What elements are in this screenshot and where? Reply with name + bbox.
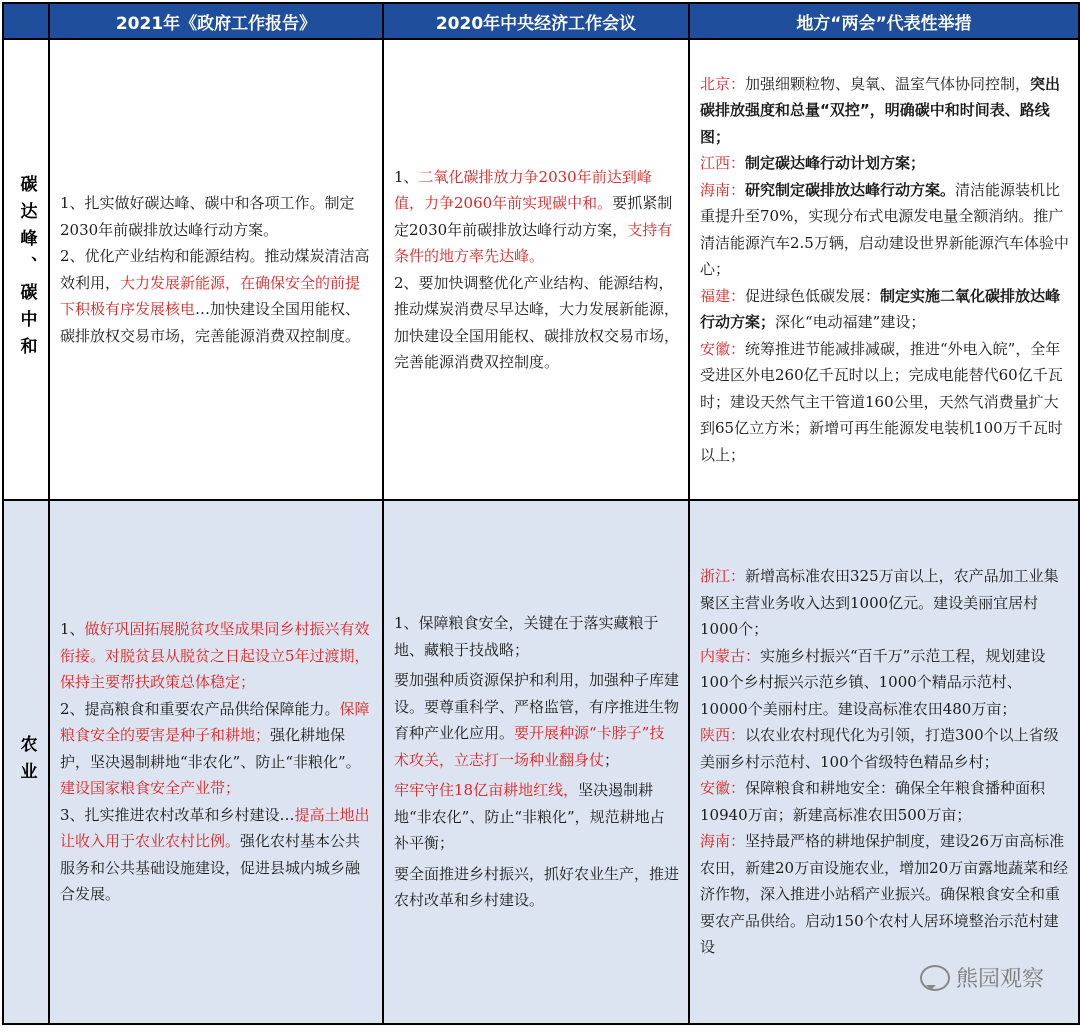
text-run: 陕西：: [700, 726, 746, 745]
paragraph: [700, 563, 1069, 643]
header-col2: 2020年中央经济工作会议: [383, 3, 689, 39]
text-run: 研究制定碳排放达峰行动方案。: [745, 180, 956, 199]
text-run: 实施乡村振兴“百千万”示范工程，规划建设100个乡村振兴示范乡镇、1000个精品示范村、10000个美丽村庄。建设高标准农田480万亩；: [700, 646, 1046, 718]
text-run: 深化“电动福建”建设；: [775, 313, 926, 332]
text-run: 北京：: [700, 74, 746, 93]
cell-agri-local: [689, 500, 1079, 1024]
table-row: [3, 39, 1079, 500]
paragraph: [700, 150, 1069, 177]
text-run: 保障粮食安全的要害是种子和耕地；: [60, 699, 370, 745]
text-run: 提高土地出让收入用于农业农村比例。: [60, 805, 370, 851]
header-row: [3, 3, 1079, 39]
paragraph: [700, 775, 1069, 828]
text-run: 坚持最严格的耕地保护制度，建设26万亩高标准农田，新建20万亩设施农业，增加20万亩露地蔬菜和经济作物，深入推进小站稻产业振兴。确保粮食安全和重要农产品供给。启动150个农村人居环境整治示范村建设: [700, 832, 1069, 957]
text-run: 安徽：: [700, 779, 746, 798]
paragraph: [60, 802, 373, 908]
text-run: 建设国家粮食安全产业带；: [60, 779, 241, 798]
text-run: 2、优化产业结构和能源结构。推动煤炭清洁高效利用，: [60, 247, 370, 292]
text-run: 保障粮食和耕地安全：确保全年粮食播种面积10940万亩；新建高标准农田500万亩；: [700, 779, 1046, 824]
paragraph: [394, 270, 679, 376]
text-run: 牢牢守住18亿亩耕地红线，: [394, 781, 579, 800]
text-run: ；: [604, 750, 620, 769]
text-run: 要加强种质资源保护和利用，加强种子库建设。要尊重科学、严格监管，有序推进生物育种产业化应用。: [394, 671, 680, 743]
text-run: 安徽：: [700, 339, 746, 358]
cell-carbon-gov-report: [49, 39, 383, 500]
row-label-text: 碳达峰、碳中和: [16, 175, 37, 364]
text-run: 坚决遏制耕地“非农化”、防止“非粮化”，规范耕地占补平衡；: [394, 781, 665, 853]
watermark: [920, 962, 1044, 993]
paragraph: [700, 71, 1069, 151]
row-label-carbon: [3, 39, 49, 500]
text-run: …加快建设全国用能权、碳排放权交易市场，完善能源消费双控制度。: [60, 300, 361, 345]
paragraph: [700, 643, 1069, 723]
text-run: 福建：: [700, 286, 746, 305]
policy-table: [2, 2, 1080, 1025]
header-col1: 2021年《政府工作报告》: [49, 3, 383, 39]
text-run: 做好巩固拓展脱贫攻坚成果同乡村振兴有效衔接。对脱贫县从脱贫之日起设立5年过渡期，保持主要帮扶政策总体稳定；: [60, 620, 370, 692]
cell-agri-economic-conf: [383, 500, 689, 1024]
text-run: 1、: [394, 167, 419, 186]
paragraph: [394, 164, 679, 270]
text-run: 突出碳排放强度和总量“双控”，明确碳中和时间表、路线图；: [700, 74, 1061, 146]
paragraph: [700, 336, 1069, 469]
text-run: 1、保障粮食安全，关键在于落实藏粮于地、藏粮于技战略；: [394, 614, 659, 659]
text-run: 浙江：: [700, 567, 746, 586]
text-run: 内蒙古：: [700, 646, 761, 665]
wechat-icon: [920, 965, 950, 991]
text-run: 强化耕地保护，坚决遏制耕地“非农化”、防止“非粮化”。: [60, 726, 361, 771]
text-run: 以农业农村现代化为引领，打造300个以上省级美丽乡村示范村、100个省级特色精品乡村；: [700, 726, 1059, 771]
text-run: 1、: [60, 620, 85, 639]
text-run: 海南：: [700, 180, 746, 199]
text-run: 要抓紧制定2030年前碳排放达峰行动方案，: [394, 194, 673, 239]
paragraph: [394, 861, 679, 914]
watermark-text: 熊园观察: [955, 967, 1044, 992]
paragraph: [60, 696, 373, 802]
header-col3: 地方“两会”代表性举措: [689, 3, 1079, 39]
text-run: 制定碳达峰行动计划方案；: [745, 154, 926, 173]
text-run: 江西：: [700, 154, 746, 173]
paragraph: [394, 667, 679, 773]
paragraph: [700, 177, 1069, 283]
header-blank: [3, 3, 49, 39]
row-label-text: 农业: [16, 735, 37, 789]
table-row: [3, 500, 1079, 1024]
paragraph: [700, 283, 1069, 336]
paragraph: [60, 190, 373, 243]
text-run: 要开展种源“卡脖子”技术攻关，立志打一场种业翻身仗: [394, 724, 665, 769]
paragraph: [394, 610, 679, 663]
cell-carbon-economic-conf: [383, 39, 689, 500]
text-run: 新增高标准农田325万亩以上，农产品加工业集聚区主营业务收入达到1000亿元。建设美丽宜居村1000个；: [700, 567, 1059, 639]
text-run: 促进绿色低碳发展：: [745, 286, 881, 305]
paragraph: [394, 777, 679, 857]
paragraph: [700, 722, 1069, 775]
paragraph: [700, 828, 1069, 961]
paragraph: [60, 243, 373, 349]
paragraph: [60, 616, 373, 696]
text-run: 大力发展新能源，在确保安全的前提下积极有序发展核电: [60, 273, 361, 318]
text-run: 支持有条件的地方率先达峰。: [394, 220, 673, 265]
text-run: 2、提高粮食和重要农产品供给保障能力。: [60, 699, 340, 718]
text-run: 二氧化碳排放力争2030年前达到峰值，力争2060年前实现碳中和。: [394, 167, 652, 212]
text-run: 清洁能源装机比重提升至70%，实现分布式电源发电量全额消纳。推广清洁能源汽车2.5万辆，启动建设世界新能源汽车体验中心；: [700, 180, 1069, 279]
text-run: 加强细颗粒物、臭氧、温室气体协同控制，: [745, 74, 1031, 93]
text-run: 制定实施二氧化碳排放达峰行动方案；: [700, 286, 1061, 332]
text-run: 统筹推进节能减排减碳，推进“外电入皖”，全年受进区外电260亿千瓦时以上；完成电能替代60亿千瓦时；建设天然气主干管道160公里，天然气消费量扩大到65亿立方米；新增可再生能源发电装机100万千瓦时以上；: [700, 339, 1063, 464]
text-run: 强化农村基本公共服务和公共基础设施建设，促进县城内城乡融合发展。: [60, 832, 361, 904]
text-run: 2、要加快调整优化产业结构、能源结构，推动煤炭消费尽早达峰，大力发展新能源，加快建设全国用能权、碳排放权交易市场，完善能源消费双控制度。: [394, 273, 680, 371]
cell-carbon-local: [689, 39, 1079, 500]
cell-agri-gov-report: [49, 500, 383, 1024]
row-label-agriculture: [3, 500, 49, 1024]
text-run: 1、扎实做好碳达峰、碳中和各项工作。制定2030年前碳排放达峰行动方案。: [60, 194, 355, 239]
text-run: 海南：: [700, 832, 746, 851]
text-run: 3、扎实推进农村改革和乡村建设…: [60, 805, 295, 824]
text-run: 要全面推进乡村振兴，抓好农业生产，推进农村改革和乡村建设。: [394, 864, 680, 910]
